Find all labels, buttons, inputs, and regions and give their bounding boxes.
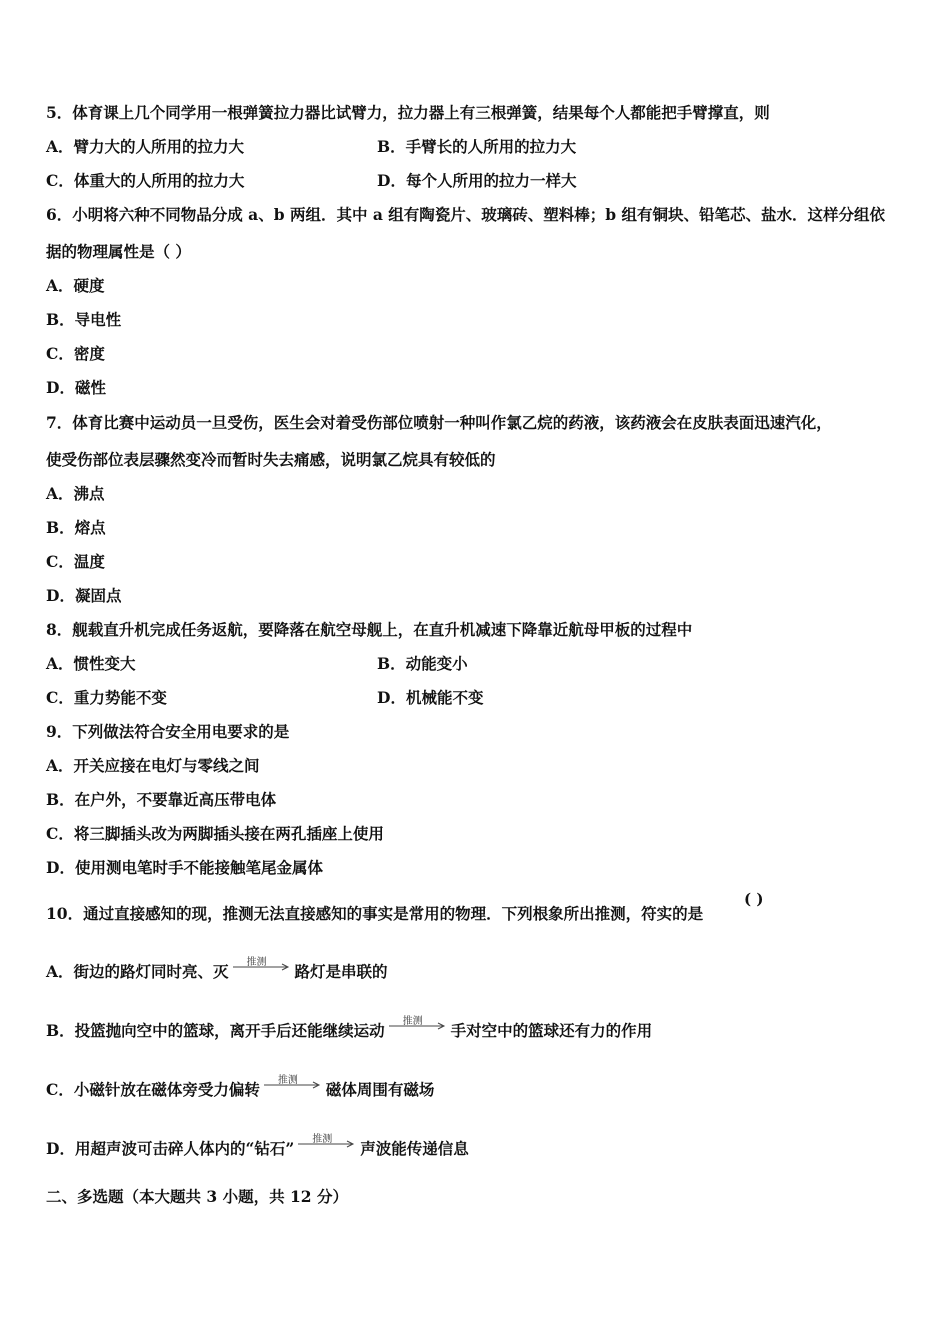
q10-option-a-conclusion: 路灯是串联的 — [294, 962, 388, 981]
q10-option-c — [46, 1075, 435, 1101]
arrow-label: 推测 — [246, 957, 267, 968]
arrow-label: 推测 — [312, 1134, 333, 1145]
q10-option-d-conclusion: 声波能传递信息 — [360, 1139, 469, 1158]
q6-option-c: C．密度 — [46, 344, 105, 363]
q6-option-b: B．导电性 — [46, 310, 122, 329]
arrow-right-icon — [389, 1016, 447, 1042]
arrow-label: 推测 — [277, 1075, 298, 1086]
q7-option-d: D．凝固点 — [46, 586, 122, 605]
q10-option-c-conclusion: 磁体周围有磁场 — [325, 1080, 435, 1099]
q7-option-a: A．沸点 — [46, 484, 105, 503]
q6-option-a: A．硬度 — [46, 276, 105, 295]
q10-stem: 10．通过直接感知的现，推测无法直接感知的事实是常用的物理．下列根象所出推测，符实的是 — [46, 904, 704, 923]
q6-stem-line1: 6．小明将六种不同物品分成 a、b 两组．其中 a 组有陶瓷片、玻璃砖、塑料棒；b 组有铜块、铅笔芯、盐水．这样分组依 — [46, 205, 886, 224]
q7-stem-line1: 7．体育比赛中运动员一旦受伤，医生会对着受伤部位喷射一种叫作氯乙烷的药液，该药液会在皮肤表面迅速汽化， — [46, 413, 832, 432]
q10-option-d-premise: D．用超声波可击碎人体内的“钻石” — [46, 1139, 295, 1158]
q10-option-b — [46, 1016, 653, 1042]
q5-option-c: C．体重大的人所用的拉力大 — [46, 171, 245, 190]
arrow-right-icon — [233, 957, 291, 983]
q10-option-a-premise: A．街边的路灯同时亮、灭 — [46, 962, 229, 981]
q10-option-b-conclusion: 手对空中的篮球还有力的作用 — [450, 1021, 653, 1040]
q9-stem: 9．下列做法符合安全用电要求的是 — [46, 722, 290, 741]
q10-option-b-premise: B．投篮抛向空中的篮球，离开手后还能继续运动 — [46, 1021, 385, 1040]
arrow-right-icon — [298, 1134, 356, 1160]
q6-option-d: D．磁性 — [46, 378, 106, 397]
q7-option-b: B．熔点 — [46, 518, 106, 537]
q5-stem: 5．体育课上几个同学用一根弹簧拉力器比试臂力，拉力器上有三根弹簧，结果每个人都能把手臂撑直，则 — [46, 103, 770, 122]
q8-stem: 8．舰载直升机完成任务返航，要降落在航空母舰上，在直升机减速下降靠近航母甲板的过程中 — [46, 620, 693, 639]
q9-option-a: A．开关应接在电灯与零线之间 — [46, 756, 260, 775]
arrow-label: 推测 — [402, 1016, 423, 1027]
q10-option-c-premise: C．小磁针放在磁体旁受力偏转 — [46, 1080, 260, 1099]
q8-option-d: D．机械能不变 — [377, 688, 484, 707]
section-heading: 二、多选题（本大题共 3 小题，共 12 分） — [46, 1187, 348, 1206]
q10-option-a — [46, 957, 388, 983]
arrow-right-icon — [264, 1075, 322, 1101]
q5-option-a: A．臂力大的人所用的拉力大 — [46, 137, 245, 156]
q9-option-c: C．将三脚插头改为两脚插头接在两孔插座上使用 — [46, 824, 384, 843]
q8-option-b: B．动能变小 — [377, 654, 468, 673]
q8-option-c: C．重力势能不变 — [46, 688, 167, 707]
q5-option-b: B．手臂长的人所用的拉力大 — [377, 137, 577, 156]
q8-option-a: A．惯性变大 — [46, 654, 136, 673]
q10-option-d — [46, 1134, 469, 1160]
q5-option-d: D．每个人所用的拉力一样大 — [377, 171, 577, 190]
q10-answer-paren: ( ) — [744, 890, 764, 908]
q9-option-b: B．在户外，不要靠近高压带电体 — [46, 790, 277, 809]
q7-option-c: C．温度 — [46, 552, 105, 571]
q6-stem-line2: 据的物理属性是（ ） — [46, 242, 191, 261]
q9-option-d: D．使用测电笔时手不能接触笔尾金属体 — [46, 858, 323, 877]
q7-stem-line2: 使受伤部位表层骤然变冷而暂时失去痛感，说明氯乙烷具有较低的 — [46, 450, 496, 469]
